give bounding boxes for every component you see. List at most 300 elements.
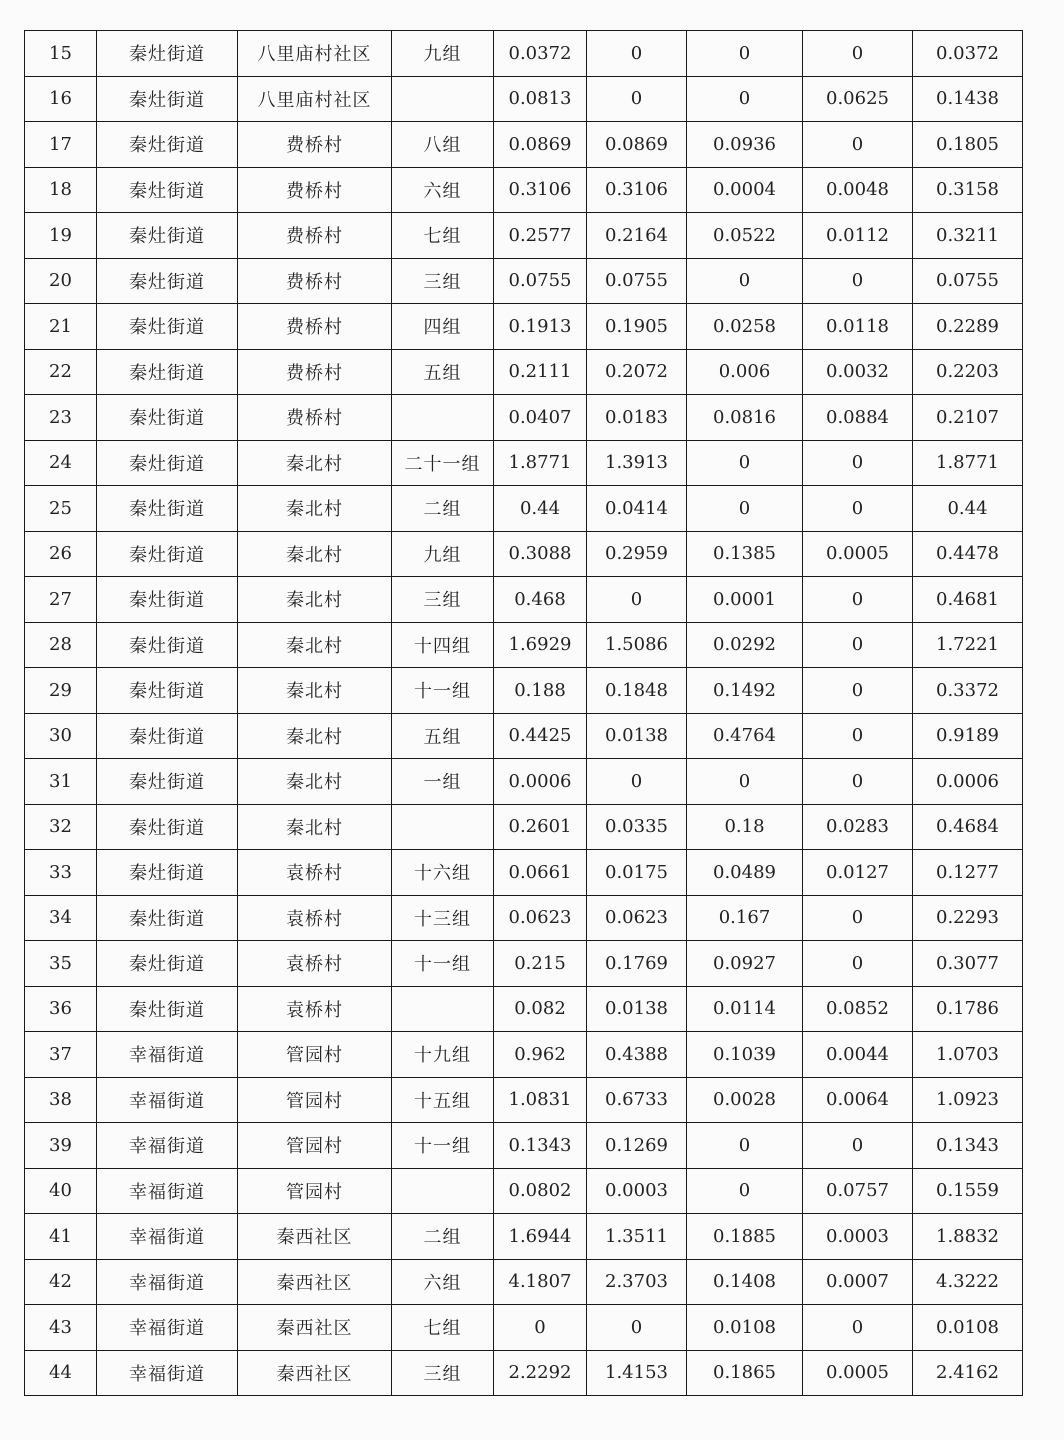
cell-village: 秦北村 — [238, 440, 392, 486]
cell-street: 秦灶街道 — [97, 395, 238, 441]
cell-row-index: 19 — [25, 213, 97, 259]
cell-value-2: 0.3106 — [587, 167, 687, 213]
cell-total: 0.3077 — [913, 941, 1023, 987]
cell-value-4: 0 — [803, 622, 913, 668]
cell-group — [392, 76, 494, 122]
cell-row-index: 41 — [25, 1214, 97, 1260]
cell-street: 幸福街道 — [97, 1305, 238, 1351]
cell-value-1: 0.468 — [494, 577, 587, 623]
cell-value-1: 0.3088 — [494, 531, 587, 577]
cell-total: 0.4681 — [913, 577, 1023, 623]
cell-total: 1.8832 — [913, 1214, 1023, 1260]
cell-value-3: 0.1492 — [687, 668, 803, 714]
table-row — [25, 31, 1023, 77]
cell-value-3: 0 — [687, 1123, 803, 1169]
cell-row-index: 34 — [25, 895, 97, 941]
cell-village: 费桥村 — [238, 395, 392, 441]
cell-street: 秦灶街道 — [97, 167, 238, 213]
cell-value-4: 0.0003 — [803, 1214, 913, 1260]
cell-total: 0.1559 — [913, 1168, 1023, 1214]
cell-value-1: 1.6929 — [494, 622, 587, 668]
table-row — [25, 577, 1023, 623]
cell-row-index: 23 — [25, 395, 97, 441]
table-row — [25, 76, 1023, 122]
cell-value-3: 0 — [687, 31, 803, 77]
cell-street: 秦灶街道 — [97, 440, 238, 486]
cell-total: 0.9189 — [913, 713, 1023, 759]
cell-street: 秦灶街道 — [97, 622, 238, 668]
cell-value-2: 0 — [587, 1305, 687, 1351]
cell-value-1: 0 — [494, 1305, 587, 1351]
cell-group: 三组 — [392, 258, 494, 304]
cell-group — [392, 804, 494, 850]
cell-value-4: 0.0283 — [803, 804, 913, 850]
cell-value-1: 0.4425 — [494, 713, 587, 759]
cell-total: 0.1277 — [913, 850, 1023, 896]
cell-value-2: 0.0138 — [587, 986, 687, 1032]
cell-value-2: 0.0003 — [587, 1168, 687, 1214]
cell-group: 七组 — [392, 213, 494, 259]
cell-value-4: 0.0005 — [803, 1350, 913, 1396]
cell-value-1: 0.1343 — [494, 1123, 587, 1169]
cell-street: 秦灶街道 — [97, 759, 238, 805]
cell-value-4: 0.0884 — [803, 395, 913, 441]
cell-total: 0.1438 — [913, 76, 1023, 122]
cell-group: 三组 — [392, 577, 494, 623]
cell-total: 0.2293 — [913, 895, 1023, 941]
cell-total: 0.0006 — [913, 759, 1023, 805]
table-row — [25, 122, 1023, 168]
cell-village: 管园村 — [238, 1123, 392, 1169]
cell-value-4: 0.0118 — [803, 304, 913, 350]
cell-row-index: 18 — [25, 167, 97, 213]
cell-value-2: 0.2959 — [587, 531, 687, 577]
cell-row-index: 28 — [25, 622, 97, 668]
cell-total: 0.1805 — [913, 122, 1023, 168]
cell-village: 秦北村 — [238, 668, 392, 714]
cell-value-2: 0.2164 — [587, 213, 687, 259]
cell-group: 九组 — [392, 531, 494, 577]
cell-value-3: 0.1385 — [687, 531, 803, 577]
cell-row-index: 15 — [25, 31, 97, 77]
cell-value-4: 0.0007 — [803, 1259, 913, 1305]
cell-value-1: 0.44 — [494, 486, 587, 532]
cell-row-index: 22 — [25, 349, 97, 395]
cell-total: 0.0372 — [913, 31, 1023, 77]
cell-street: 秦灶街道 — [97, 213, 238, 259]
cell-total: 0.3211 — [913, 213, 1023, 259]
cell-value-3: 0 — [687, 759, 803, 805]
cell-value-4: 0.0032 — [803, 349, 913, 395]
cell-row-index: 32 — [25, 804, 97, 850]
cell-value-1: 1.0831 — [494, 1077, 587, 1123]
cell-value-1: 0.3106 — [494, 167, 587, 213]
cell-group: 十一组 — [392, 941, 494, 987]
cell-value-2: 0 — [587, 76, 687, 122]
cell-row-index: 37 — [25, 1032, 97, 1078]
cell-village: 费桥村 — [238, 304, 392, 350]
cell-group: 一组 — [392, 759, 494, 805]
cell-street: 秦灶街道 — [97, 986, 238, 1032]
cell-value-1: 0.0661 — [494, 850, 587, 896]
cell-value-4: 0 — [803, 668, 913, 714]
cell-value-1: 1.8771 — [494, 440, 587, 486]
cell-value-2: 1.4153 — [587, 1350, 687, 1396]
table-row — [25, 1350, 1023, 1396]
table-row — [25, 1077, 1023, 1123]
cell-value-2: 0.2072 — [587, 349, 687, 395]
cell-value-2: 0.0175 — [587, 850, 687, 896]
cell-row-index: 30 — [25, 713, 97, 759]
cell-value-4: 0.0064 — [803, 1077, 913, 1123]
table-body — [25, 31, 1023, 1396]
cell-value-3: 0.167 — [687, 895, 803, 941]
cell-row-index: 33 — [25, 850, 97, 896]
cell-street: 幸福街道 — [97, 1077, 238, 1123]
cell-street: 幸福街道 — [97, 1214, 238, 1260]
cell-value-3: 0.0522 — [687, 213, 803, 259]
cell-village: 秦北村 — [238, 531, 392, 577]
cell-group: 二十一组 — [392, 440, 494, 486]
cell-village: 袁桥村 — [238, 986, 392, 1032]
cell-total: 0.4478 — [913, 531, 1023, 577]
cell-total: 0.2289 — [913, 304, 1023, 350]
table-row — [25, 759, 1023, 805]
table-row — [25, 304, 1023, 350]
cell-value-2: 0.0623 — [587, 895, 687, 941]
cell-value-1: 0.0813 — [494, 76, 587, 122]
cell-village: 费桥村 — [238, 213, 392, 259]
table-row — [25, 258, 1023, 304]
cell-value-3: 0 — [687, 440, 803, 486]
cell-group: 三组 — [392, 1350, 494, 1396]
cell-value-4: 0 — [803, 440, 913, 486]
cell-total: 2.4162 — [913, 1350, 1023, 1396]
cell-value-2: 0.1769 — [587, 941, 687, 987]
cell-village: 秦北村 — [238, 486, 392, 532]
cell-group — [392, 986, 494, 1032]
table-row — [25, 1259, 1023, 1305]
cell-value-1: 2.2292 — [494, 1350, 587, 1396]
cell-value-2: 0 — [587, 31, 687, 77]
cell-street: 幸福街道 — [97, 1032, 238, 1078]
cell-value-2: 0.6733 — [587, 1077, 687, 1123]
table-row — [25, 622, 1023, 668]
cell-village: 八里庙村社区 — [238, 76, 392, 122]
cell-value-4: 0 — [803, 486, 913, 532]
cell-village: 管园村 — [238, 1168, 392, 1214]
cell-group: 八组 — [392, 122, 494, 168]
cell-village: 秦西社区 — [238, 1214, 392, 1260]
cell-row-index: 31 — [25, 759, 97, 805]
cell-group: 十四组 — [392, 622, 494, 668]
cell-group: 十九组 — [392, 1032, 494, 1078]
cell-row-index: 21 — [25, 304, 97, 350]
cell-street: 秦灶街道 — [97, 713, 238, 759]
cell-value-1: 0.2577 — [494, 213, 587, 259]
cell-total: 0.1786 — [913, 986, 1023, 1032]
cell-value-3: 0.0108 — [687, 1305, 803, 1351]
cell-value-4: 0 — [803, 31, 913, 77]
cell-value-2: 0 — [587, 759, 687, 805]
cell-group: 十一组 — [392, 1123, 494, 1169]
cell-value-4: 0 — [803, 713, 913, 759]
cell-value-4: 0 — [803, 1123, 913, 1169]
cell-value-2: 1.3913 — [587, 440, 687, 486]
cell-street: 秦灶街道 — [97, 895, 238, 941]
cell-village: 秦北村 — [238, 759, 392, 805]
cell-value-3: 0 — [687, 1168, 803, 1214]
cell-village: 秦西社区 — [238, 1259, 392, 1305]
cell-total: 0.0755 — [913, 258, 1023, 304]
table-row — [25, 1032, 1023, 1078]
cell-street: 幸福街道 — [97, 1259, 238, 1305]
cell-street: 秦灶街道 — [97, 304, 238, 350]
cell-value-3: 0.006 — [687, 349, 803, 395]
cell-village: 秦西社区 — [238, 1305, 392, 1351]
table-row — [25, 804, 1023, 850]
cell-row-index: 42 — [25, 1259, 97, 1305]
cell-row-index: 24 — [25, 440, 97, 486]
cell-street: 秦灶街道 — [97, 76, 238, 122]
cell-row-index: 16 — [25, 76, 97, 122]
cell-row-index: 27 — [25, 577, 97, 623]
cell-value-3: 0.0114 — [687, 986, 803, 1032]
cell-row-index: 26 — [25, 531, 97, 577]
cell-value-4: 0 — [803, 122, 913, 168]
cell-village: 秦北村 — [238, 713, 392, 759]
table-row — [25, 486, 1023, 532]
cell-total: 0.44 — [913, 486, 1023, 532]
cell-value-1: 0.0372 — [494, 31, 587, 77]
cell-street: 幸福街道 — [97, 1350, 238, 1396]
cell-value-2: 0.0138 — [587, 713, 687, 759]
cell-village: 袁桥村 — [238, 895, 392, 941]
cell-total: 0.3372 — [913, 668, 1023, 714]
cell-group: 六组 — [392, 167, 494, 213]
cell-value-1: 0.082 — [494, 986, 587, 1032]
cell-value-1: 1.6944 — [494, 1214, 587, 1260]
cell-total: 4.3222 — [913, 1259, 1023, 1305]
cell-total: 1.7221 — [913, 622, 1023, 668]
cell-row-index: 39 — [25, 1123, 97, 1169]
cell-village: 费桥村 — [238, 167, 392, 213]
cell-street: 秦灶街道 — [97, 258, 238, 304]
cell-value-4: 0 — [803, 1305, 913, 1351]
cell-street: 秦灶街道 — [97, 486, 238, 532]
cell-village: 费桥村 — [238, 349, 392, 395]
cell-value-1: 4.1807 — [494, 1259, 587, 1305]
cell-village: 八里庙村社区 — [238, 31, 392, 77]
cell-value-3: 0.0489 — [687, 850, 803, 896]
cell-value-3: 0 — [687, 258, 803, 304]
cell-village: 管园村 — [238, 1032, 392, 1078]
cell-value-2: 0 — [587, 577, 687, 623]
cell-value-3: 0.1408 — [687, 1259, 803, 1305]
cell-value-1: 0.188 — [494, 668, 587, 714]
cell-value-2: 0.0869 — [587, 122, 687, 168]
cell-group: 二组 — [392, 1214, 494, 1260]
table-row — [25, 941, 1023, 987]
table-row — [25, 713, 1023, 759]
cell-value-1: 0.962 — [494, 1032, 587, 1078]
cell-street: 秦灶街道 — [97, 668, 238, 714]
cell-value-1: 0.0802 — [494, 1168, 587, 1214]
cell-row-index: 20 — [25, 258, 97, 304]
cell-value-4: 0 — [803, 895, 913, 941]
cell-value-4: 0.0005 — [803, 531, 913, 577]
cell-total: 0.3158 — [913, 167, 1023, 213]
cell-value-4: 0 — [803, 759, 913, 805]
table-row — [25, 1123, 1023, 1169]
cell-street: 幸福街道 — [97, 1123, 238, 1169]
cell-value-2: 1.3511 — [587, 1214, 687, 1260]
cell-value-3: 0.0927 — [687, 941, 803, 987]
cell-value-1: 0.0869 — [494, 122, 587, 168]
table-row — [25, 395, 1023, 441]
cell-group — [392, 1168, 494, 1214]
table-row — [25, 1168, 1023, 1214]
cell-village: 秦北村 — [238, 622, 392, 668]
cell-value-1: 0.0006 — [494, 759, 587, 805]
table-row — [25, 167, 1023, 213]
cell-row-index: 40 — [25, 1168, 97, 1214]
cell-row-index: 36 — [25, 986, 97, 1032]
cell-value-2: 0.1848 — [587, 668, 687, 714]
cell-value-4: 0.0112 — [803, 213, 913, 259]
cell-value-2: 1.5086 — [587, 622, 687, 668]
cell-village: 袁桥村 — [238, 850, 392, 896]
cell-value-3: 0.0004 — [687, 167, 803, 213]
cell-value-3: 0.0936 — [687, 122, 803, 168]
cell-group: 六组 — [392, 1259, 494, 1305]
cell-value-3: 0 — [687, 76, 803, 122]
cell-total: 0.2107 — [913, 395, 1023, 441]
cell-value-3: 0.1039 — [687, 1032, 803, 1078]
cell-value-3: 0 — [687, 486, 803, 532]
cell-total: 1.8771 — [913, 440, 1023, 486]
cell-row-index: 44 — [25, 1350, 97, 1396]
cell-total: 1.0923 — [913, 1077, 1023, 1123]
cell-value-4: 0 — [803, 258, 913, 304]
cell-value-1: 0.0755 — [494, 258, 587, 304]
cell-value-1: 0.0623 — [494, 895, 587, 941]
cell-value-1: 0.215 — [494, 941, 587, 987]
cell-street: 秦灶街道 — [97, 122, 238, 168]
cell-value-4: 0 — [803, 941, 913, 987]
cell-value-3: 0.1885 — [687, 1214, 803, 1260]
cell-value-2: 0.0335 — [587, 804, 687, 850]
cell-value-3: 0.0816 — [687, 395, 803, 441]
cell-value-2: 0.1905 — [587, 304, 687, 350]
cell-total: 0.0108 — [913, 1305, 1023, 1351]
cell-row-index: 38 — [25, 1077, 97, 1123]
cell-group — [392, 395, 494, 441]
cell-value-2: 0.0183 — [587, 395, 687, 441]
cell-value-1: 0.2601 — [494, 804, 587, 850]
cell-village: 费桥村 — [238, 122, 392, 168]
cell-village: 秦西社区 — [238, 1350, 392, 1396]
cell-village: 管园村 — [238, 1077, 392, 1123]
table-row — [25, 850, 1023, 896]
cell-group: 四组 — [392, 304, 494, 350]
cell-value-1: 0.0407 — [494, 395, 587, 441]
cell-street: 秦灶街道 — [97, 531, 238, 577]
table-row — [25, 668, 1023, 714]
cell-row-index: 17 — [25, 122, 97, 168]
cell-group: 十一组 — [392, 668, 494, 714]
cell-value-4: 0.0757 — [803, 1168, 913, 1214]
cell-value-3: 0.0292 — [687, 622, 803, 668]
cell-value-4: 0.0127 — [803, 850, 913, 896]
cell-total: 1.0703 — [913, 1032, 1023, 1078]
table-row — [25, 1214, 1023, 1260]
cell-row-index: 29 — [25, 668, 97, 714]
cell-street: 秦灶街道 — [97, 577, 238, 623]
cell-value-2: 0.0414 — [587, 486, 687, 532]
cell-total: 0.2203 — [913, 349, 1023, 395]
cell-total: 0.4684 — [913, 804, 1023, 850]
cell-village: 秦北村 — [238, 804, 392, 850]
cell-value-1: 0.1913 — [494, 304, 587, 350]
cell-value-3: 0.1865 — [687, 1350, 803, 1396]
table-row — [25, 895, 1023, 941]
cell-value-3: 0.0028 — [687, 1077, 803, 1123]
table-row — [25, 531, 1023, 577]
cell-group: 十五组 — [392, 1077, 494, 1123]
cell-group: 五组 — [392, 349, 494, 395]
cell-group: 二组 — [392, 486, 494, 532]
cell-village: 袁桥村 — [238, 941, 392, 987]
cell-group: 五组 — [392, 713, 494, 759]
cell-value-3: 0.0258 — [687, 304, 803, 350]
cell-street: 秦灶街道 — [97, 850, 238, 896]
cell-value-4: 0.0048 — [803, 167, 913, 213]
cell-value-3: 0.4764 — [687, 713, 803, 759]
data-table — [24, 30, 1023, 1396]
table-row — [25, 213, 1023, 259]
table-row — [25, 349, 1023, 395]
cell-village: 秦北村 — [238, 577, 392, 623]
cell-row-index: 25 — [25, 486, 97, 532]
cell-value-2: 2.3703 — [587, 1259, 687, 1305]
cell-street: 秦灶街道 — [97, 349, 238, 395]
cell-value-2: 0.4388 — [587, 1032, 687, 1078]
cell-value-1: 0.2111 — [494, 349, 587, 395]
cell-value-2: 0.1269 — [587, 1123, 687, 1169]
cell-street: 秦灶街道 — [97, 941, 238, 987]
table-row — [25, 1305, 1023, 1351]
cell-value-3: 0.0001 — [687, 577, 803, 623]
cell-group: 十六组 — [392, 850, 494, 896]
cell-total: 0.1343 — [913, 1123, 1023, 1169]
table-row — [25, 440, 1023, 486]
cell-row-index: 35 — [25, 941, 97, 987]
cell-street: 秦灶街道 — [97, 31, 238, 77]
cell-value-4: 0.0044 — [803, 1032, 913, 1078]
cell-group: 九组 — [392, 31, 494, 77]
cell-group: 七组 — [392, 1305, 494, 1351]
cell-value-2: 0.0755 — [587, 258, 687, 304]
cell-value-4: 0.0625 — [803, 76, 913, 122]
cell-value-3: 0.18 — [687, 804, 803, 850]
table-row — [25, 986, 1023, 1032]
cell-row-index: 43 — [25, 1305, 97, 1351]
cell-value-4: 0 — [803, 577, 913, 623]
cell-group: 十三组 — [392, 895, 494, 941]
cell-street: 幸福街道 — [97, 1168, 238, 1214]
cell-street: 秦灶街道 — [97, 804, 238, 850]
